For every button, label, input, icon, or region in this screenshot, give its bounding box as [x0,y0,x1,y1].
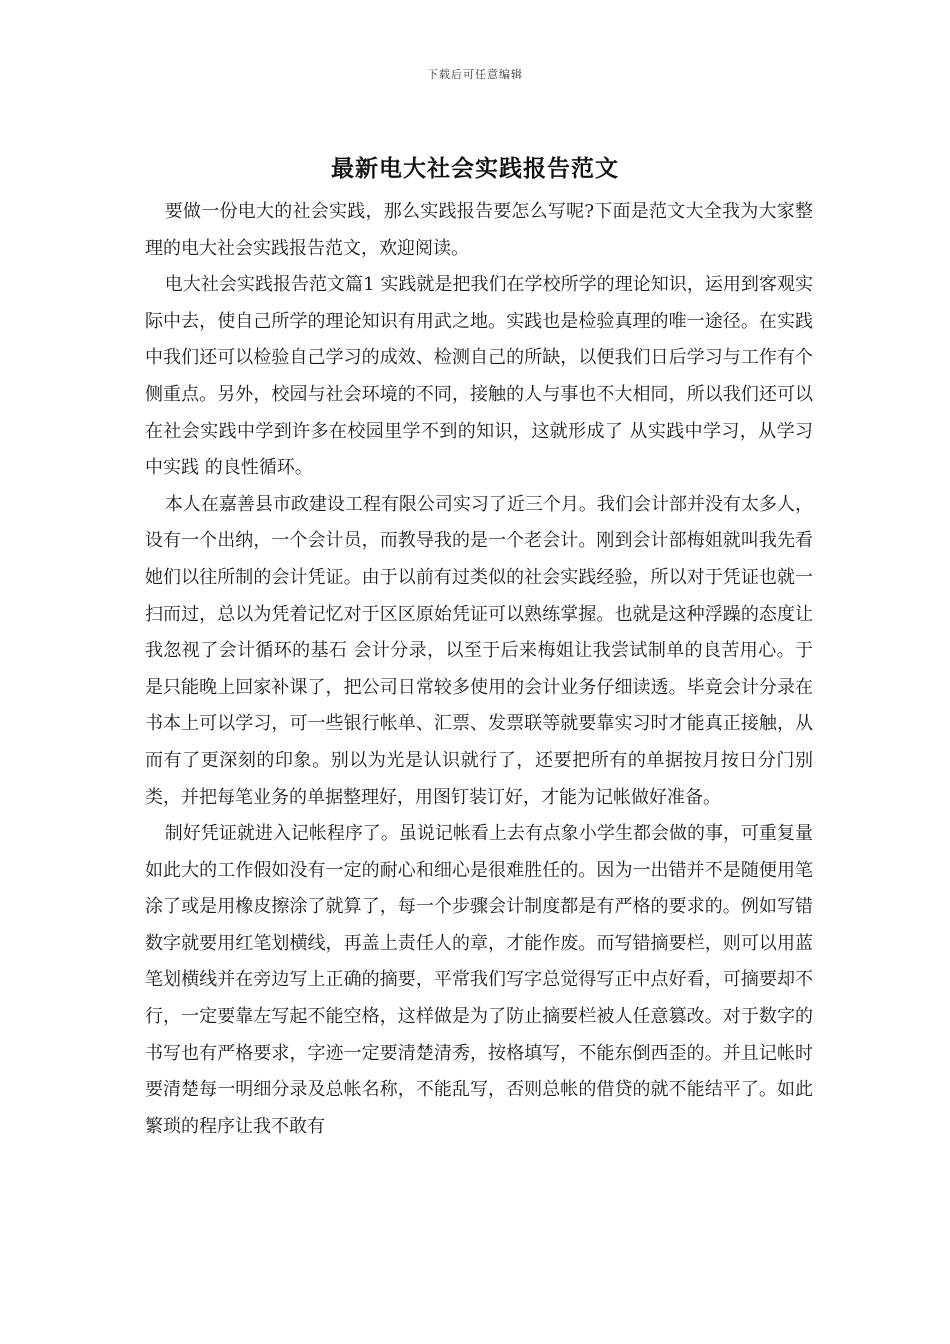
header-note: 下载后可任意编辑 [427,68,523,81]
paragraph-sample-1: 电大社会实践报告范文篇1 实践就是把我们在学校所学的理论知识，运用到客观实际中去，使自己所学的理论知识有用武之地。实践也是检验真理的唯一途径。在实践中我们还可以检验自己学习的成效、检测自己的所缺，以便我们日后学习与工作有个侧重点。另外，校园与社会环境的不同，接触的人与事也不大相同，所以我们还可以在社会实践中学到许多在校园里学不到的知识，这就形成了 从实践中学习，从学习中实践 的良性循环。 [145,274,813,479]
paragraph-internship: 本人在嘉善县市政建设工程有限公司实习了近三个月。我们会计部并没有太多人，设有一个出纳，一个会计员，而教导我的是一个老会计。刚到会计部梅姐就叫我先看她们以往所制的会计凭证。由于以前有过类似的社会实践经验，所以对于凭证也就一扫而过，总以为凭着记忆对于区区原始凭证可以熟练掌握。也就是这种浮躁的态度让我忽视了会计循环的基石 会计分录，以至于后来梅姐让我尝试制单的良苦用心。于是只能晚上回家补课了，把公司日常较多使用的会计业务仔细读透。毕竟会计分录在书本上可以学习，可一些银行帐单、汇票、发票联等就要靠实习时才能真正接触，从而有了更深刻的印象。别以为光是认识就行了，还要把所有的单据按月按日分门别类，并把每笔业务的单据整理好，用图钉装订好，才能为记帐做好准备。 [145,493,813,808]
paragraph-intro: 要做一份电大的社会实践，那么实践报告要怎么写呢?下面是范文大全我为大家整理的电大社会实践报告范文，欢迎阅读。 [145,201,813,259]
document-body [145,194,813,1145]
document-title: 最新电大社会实践报告范文 [331,155,619,182]
paragraph-bookkeeping: 制好凭证就进入记帐程序了。虽说记帐看上去有点象小学生都会做的事，可重复量如此大的工作假如没有一定的耐心和细心是很难胜任的。因为一出错并不是随便用笔涂了或是用橡皮擦涂了就算了，每一个步骤会计制度都是有严格的要求的。例如写错数字就要用红笔划横线，再盖上责任人的章，才能作废。而写错摘要栏，则可以用蓝笔划横线并在旁边写上正确的摘要，平常我们写字总觉得写正中点好看，可摘要却不行，一定要靠左写起不能空格，这样做是为了防止摘要栏被人任意篡改。对于数字的书写也有严格要求，字迹一定要清楚清秀，按格填写，不能东倒西歪的。并且记帐时要清楚每一明细分录及总帐名称，不能乱写，否则总帐的借贷的就不能结平了。如此繁琐的程序让我不敢有 [145,823,813,1137]
